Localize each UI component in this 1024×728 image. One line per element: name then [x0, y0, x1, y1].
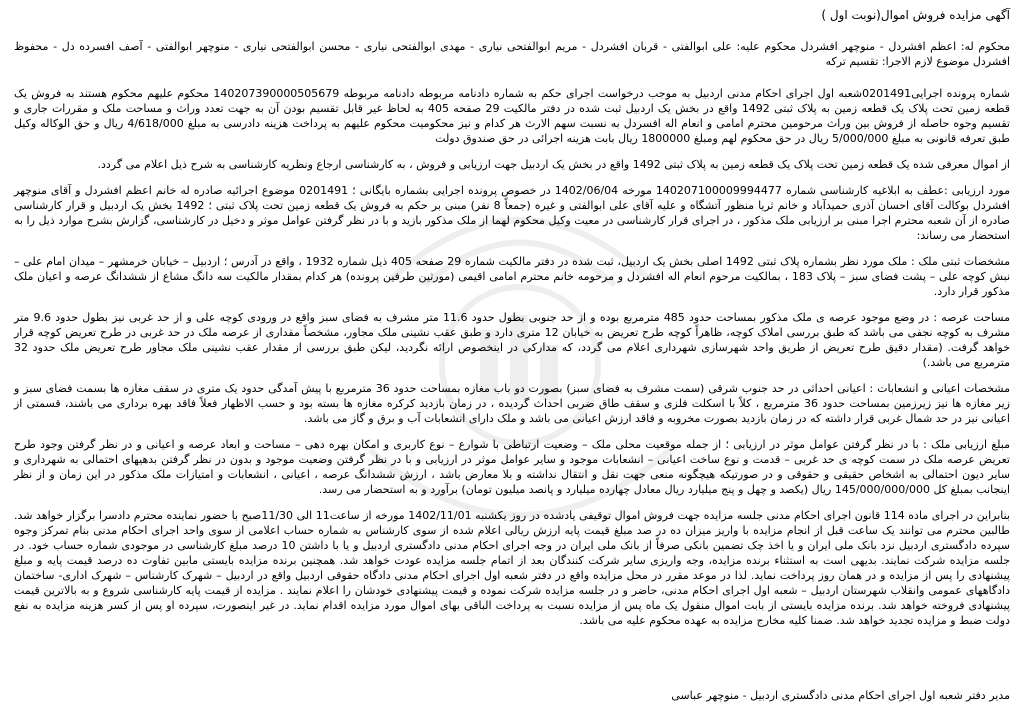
land-area-paragraph: مساحت عرصه : در وضع موجود عرصه ی ملک مذکور بمساحت حدود 485 مترمربع بوده و از حد جنوبی بطول حدود 11.6 متر مشرف به فضای سبز واقع در ورودی کوچه علی و از حد غربی نیز بطول حدود 9.6 متر مشرف به کوچه نجفی می باشد که طبق بررسی املاک کوچه، ظاهراً کوچه طرح تعریض به خیابان 12 متری دارد و طبق عقب نشینی ملک مجاور، مشخصاً مقداری از عرصه ملک در حد غربی در طرح تعریض کوچه قرار خواهد گرفت. (مقدار دقیق طرح تعریض از طریق واحد شهرسازی شهرداری اعلام می گردد، که مدارکی در اینخصوص ارائه نگردید، لیکن طبق بررسی از مقدار عقب نشینی ملک مجاور طرح تعریض ملک حدود 32 مترمربع می باشد.) [14, 311, 1010, 369]
property-intro-paragraph: از اموال معرفی شده یک قطعه زمین تحت پلاک یک قطعه زمین به پلاک ثبتی 1492 واقع در بخش یک اردبیل جهت ارزیابی و فروش ، به کارشناسی ارجاع ونظریه کارشناسی به شرح ذیل اعلام می گردد. [97, 158, 1010, 171]
notice-title: آگهی مزایده فروش اموال(نوبت اول ) [821, 8, 1010, 22]
signature-line: مدیر دفتر شعبه اول اجرای احکام مدنی دادگستری اردبیل - منوچهر عباسی [671, 689, 1010, 702]
auction-terms-paragraph: بنابراین در اجرای ماده 114 قانون اجرای احکام مدنی جلسه مزایده جهت فروش اموال توقیفی یادشده در روز یکشنبه 1402/11/01 مورخه از ساعت11 الی 11/30صبح با حضور نماینده محترم دادسرا برگزار خواهد شد. طالبین محترم می توانند یک ساعت قبل از انجام مزایده با واریز میزان ده در صد مبلغ قیمت پایه ارزش ریالی اعلام شده از سوی کارشناس به شماره حساب اعلامی از سوی واحد اجرای احکام مدنی بنام تمرکز وجوه سپرده دادگستری اردبیل نزد بانک ملی ایران و یا اخذ چک تضمین بانکی صرفاً از بانک ملی ایران در وجه اجرای احکام مدنی دادگستری اردبیل و یا با داشتن 10 درصد مبلغ کارشناسی در موجودی شماره حساب خود. در جلسه مزایده شرکت نمایند. بدیهی است به استثناء برنده مزایده، وجه واریزی سایر شرکت کنندگان بعد از اتمام جلسه مزایده عودت خواهد شد. همچنین برنده مزایده بایستی مابین تفاوت ده درصد قیمت پایه و مبلغ پیشنهادی را پس از مزایده و در همان روز پرداخت نماید. لذا در موعد مقرر در محل مزایده واقع در دفتر شعبه اول اجرای احکام مدنی دادگاه حقوقی اردبیل واقع در اردبیل – شهرک کارشناس – شهرک اداری- ساختمان دادگاههای عمومی وانقلاب شهرستان اردبیل – شعبه اول اجرای احکام مدنی، حاضر و در جلسه مزایده شرکت نموده و قیمت پیشنهادی خودشان را اعلام نمایند . مزایده از قیمت پایه کارشناسی شروع و به بالاترین قیمت پیشنهادی فروخته خواهد شد. برنده مزایده بایستی از بابت اموال منقول یک ماه پس از مزایده نسبت به پرداخت الباقی بهای اموال مورد مزایده اقدام نماید. در غیر اینصورت، سپرده او پس از کسر هزینه مزایده به نفع دولت ضبط و مزایده تجدید خواهد شد. ضمنا کلیه مخارج مزایده به عهده محکوم علیه می باشد. [14, 509, 1010, 627]
parties-paragraph: محکوم له: اعظم افشردل - منوچهر افشردل محکوم علیه: علی ابوالفتی - قربان افشردل - مریم ابوالفتحی نیاری - مهدی ابوالفتحی نیاری - محسن ابوالفتحی نیاری - منوچهر ابوالفتی - آصف افسرده دل - محفوظ افشردل موضوع لازم الاجرا: تقسیم ترکه [14, 40, 1010, 68]
buildings-paragraph: مشخصات اعیانی و انشعابات : اعیانی احداثی در حد جنوب شرقی (سمت مشرف به فضای سبز) بصورت دو باب مغازه بمساحت حدود 36 مترمربع با پیش آمدگی حدود یک متری در سقف مغازه ها بسمت فضای سبز و زیر مغازه ها نیز زیرزمین بمساحت حدود 36 مترمربع ، کلاً با اسکلت فلزی و سقف طاق ضربی احداث گردیده ، در زمان بازدید کرکره مغازه ها بسته بود و حسب الاظهار فعلاً فاقد بهره برداری می باشند، قسمتی از اعیانی نیز در حد شمال غربی قرار داشته که در زمان بازدید بصورت مخروبه و فاقد ارزش اعیانی می باشد و ملک دارای انشعابات آب و برق و گاز می باشد. [14, 382, 1010, 425]
valuation-paragraph: مبلغ ارزیابی ملک : با در نظر گرفتن عوامل موثر در ارزیابی ؛ از جمله موقعیت محلی ملک – وضعیت ارتباطی با شوارع – نوع کاربری و امکان بهره دهی – مساحت و ابعاد عرصه و اعیانی و در نظر گرفتن وجود طرح تعریض عرصه ملک در سمت کوچه ی حد غربی – قدمت و نوع ساخت اعیانی – انشعابات موجود و سایر عوامل موثر در ارزیابی و با در نظر گرفتن وضعیت موجود و بدون در نظر گرفتن بدهیهای احتمالی به شهرداری و سایر دیون احتمالی به اشخاص حقیقی و حقوقی و در صورتیکه هیچگونه منعی جهت نقل و انتقال نداشته و بلا معارض باشد ، ارزش ششدانگ عرصه ، اعیانی ، انشعابات و امتیازات ملک مذکور در این زمان و از نظر اینجانب بمبلغ کل 145/000/000/000 ریال (یکصد و چهل و پنج میلیارد ریال معادل چهارده میلیارد و پانصد میلیون تومان) برآورد و به استحضار می رسد. [14, 438, 1010, 496]
appraisal-subject-paragraph: مورد ارزیابی :عطف به ابلاغیه کارشناسی شماره 140207100009994477 مورخه 1402/06/04 در خصوص پرونده اجرایی بشماره بایگانی ؛ 0201491 موضوع اجرائیه صادره له خانم اعظم افشردل و آقای منوچهر افشردل بوکالت آقای احسان آذری حمیدآباد و خانم ثریا منظور آتشگاه و علیه آقای علی ابوالفتی و غیره (جمعاً 8 نفر) مبنی بر حکم به فروش یک قطعه زمین تحت پلاک ثبتی ؛ 1492 بخش یک اردبیل و قرار کارشناسی صادره از آن شعبه محترم اجرا مبنی بر ارزیابی ملک مذکور ، در اجرای قرار کارشناسی در معیت وکیل محکوم لهما از ملک مذکور بازید و با در نظر گرفتن عوامل موثر و دخیل در کارشناسی، گزارش بشرح موارد ذیل را به استحضار می رساند: [14, 184, 1010, 242]
case-info-paragraph: شماره پرونده اجرایی0201491شعبه اول اجرای احکام مدنی اردبیل به موجب درخواست اجرای حکم به شماره دادنامه مربوطه دادنامه مربوطه 140207390000505679 محکوم علیهم محکوم هستند به فروش یک قطعه زمین تحت پلاک یک قطعه زمین به پلاک ثبتی 1492 واقع در بخش یک اردبیل ثبت شده در دفتر مالکیت 29 صفحه 405 به لحاظ غیر قابل تقسیم بودن آن به جهت تعدد وراث و مساحت ملک و مقررات جاری و تقسیم وجوه حاصله از فروش بین وراث مرحومین محترم امامی و انعام اله افسردل به نسبت سهم الارث هر کدام و نیز محکومیت محکوم علیهم به پرداخت هزینه دادرسی به مبلغ 4/618/000 ریال و حق الوکاله وکیل طبق تعرفه قانونی به مبلغ 5/000/000 ریال در حق محکوم لهم ومبلغ 1800000 ریال بابت هزینه اجرائی در حق صندوق دولت [14, 87, 1011, 145]
registry-specs-paragraph: مشخصات ثبتی ملک : ملک مورد نظر بشماره پلاک ثبتی 1492 اصلی بخش یک اردبیل، ثبت شده در دفتر مالکیت شماره 29 صفحه 405 ذیل شماره 1932 ، واقع در آدرس ؛ اردبیل – خیابان خرمشهر – میدان امام علی – نبش کوچه علی – پشت فضای سبز – پلاک 183 ، بمالکیت مرحوم انعام اله افشردل و مرحومه خانم محترم امامی اقیمی (مورثین طرفین پرونده) هر کدام بمقدار مالکیت سه دانگ مشاع از ششدانگ عرصه و اعیان ملک مذکور قرار دارد. [14, 255, 1011, 298]
auction-notice [14, 8, 1011, 702]
